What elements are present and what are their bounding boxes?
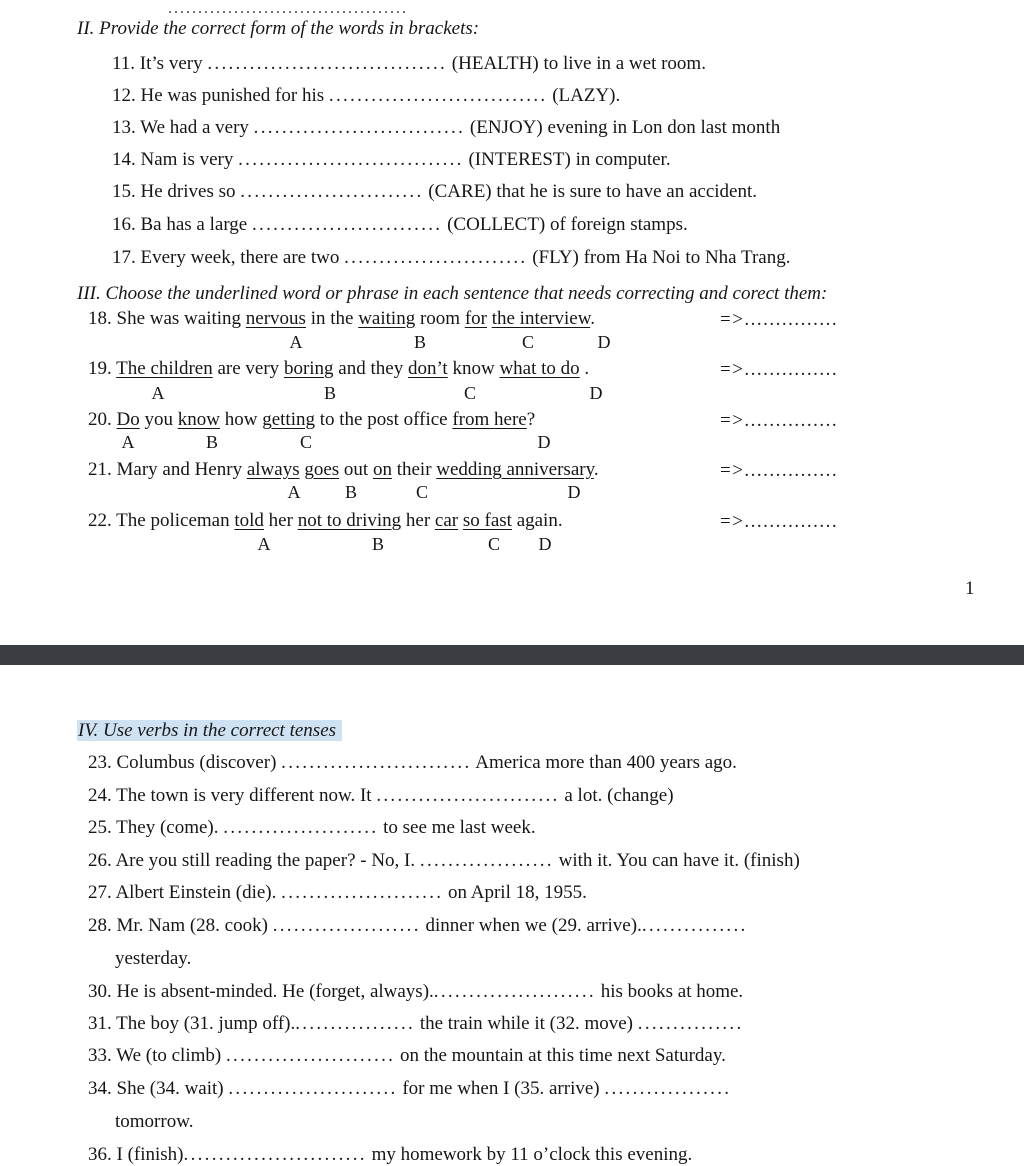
- question-36: 36. I (finish).......................... my homework by 11 o’clock this evening.: [88, 1144, 693, 1165]
- question-25: 25. They (come). ...................... to see me last week.: [88, 817, 536, 838]
- answer-blank: ...................: [419, 850, 554, 871]
- option-a-text: nervous: [245, 308, 306, 329]
- option-b-text: boring: [283, 358, 334, 379]
- page-number: 1: [965, 578, 975, 599]
- answer-blank: .......................: [281, 882, 444, 903]
- answer-blank: ................................: [238, 149, 464, 170]
- question-26: 26. Are you still reading the paper? - No, I. ................... with it. You can have it. (finish): [88, 850, 800, 871]
- label-c: C: [463, 383, 476, 403]
- option-a-text: The children: [116, 358, 213, 379]
- option-c-text: don’t: [407, 358, 448, 379]
- label-b: B: [371, 534, 384, 554]
- question-27: 27. Albert Einstein (die). ....................... on April 18, 1955.: [88, 882, 587, 903]
- answer-blank: ..........................: [240, 181, 424, 202]
- option-b-text: not to driving: [297, 510, 402, 531]
- option-b-text: know: [177, 409, 220, 430]
- question-33: 33. We (to climb) ........................ on the mountain at this time next Saturday.: [88, 1045, 726, 1066]
- section-2-heading: II. Provide the correct form of the words in brackets:: [77, 18, 480, 39]
- option-d-text: from here: [452, 409, 527, 430]
- option-a-text: told: [234, 510, 264, 531]
- option-d-text: so fast: [462, 510, 512, 531]
- option-a-text: always: [246, 459, 300, 480]
- question-24: 24. The town is very different now. It .......................... a lot. (change): [88, 785, 674, 806]
- question-13: 13. We had a very .............................. (ENJOY) evening in Lon don last month: [112, 117, 781, 138]
- label-a: A: [121, 432, 135, 452]
- label-a: A: [151, 383, 165, 403]
- answer-blank: =>...............: [720, 460, 839, 481]
- question-28: 28. Mr. Nam (28. cook) ..................... dinner when we (29. arrive)................: [88, 915, 748, 936]
- answer-blank: ..........................: [344, 247, 528, 268]
- question-31: 31. The boy (31. jump off).................. the train while it (32. move) ...............: [88, 1013, 744, 1034]
- label-c: C: [521, 332, 534, 352]
- answer-blank: ..................................: [207, 53, 448, 74]
- question-34-continued: tomorrow.: [115, 1111, 194, 1132]
- answer-blank: =>...............: [720, 359, 839, 380]
- answer-blank: .................: [295, 1013, 416, 1034]
- answer-blank: ..............................: [253, 117, 466, 138]
- label-d: D: [589, 383, 603, 403]
- answer-blank: ...........................: [252, 214, 443, 235]
- label-c: C: [415, 482, 428, 502]
- answer-blank: ......................: [223, 817, 379, 838]
- question-17: 17. Every week, there are two .......................... (FLY) from Ha Noi to Nha Trang.: [112, 247, 791, 268]
- question-11: 11. It’s very .................................. (HEALTH) to live in a wet room.: [112, 53, 706, 74]
- answer-blank: =>...............: [720, 410, 839, 431]
- label-b: B: [323, 383, 336, 403]
- option-c-text: on: [372, 459, 392, 480]
- option-c-text: for: [464, 308, 487, 329]
- label-d: D: [567, 482, 581, 502]
- answer-blank: ..........................: [376, 785, 560, 806]
- question-18: 18. She was waiting nervous in the waiting room for the interview.: [88, 308, 595, 329]
- question-30: 30. He is absent-minded. He (forget, always)........................ his books at home.: [88, 981, 744, 1002]
- option-d-text: the interview: [491, 308, 591, 329]
- question-15: 15. He drives so .......................... (CARE) that he is sure to have an accident.: [112, 181, 757, 202]
- option-c-text: getting: [262, 409, 315, 430]
- page-separator: [0, 645, 1024, 665]
- question-14: 14. Nam is very ................................ (INTEREST) in computer.: [112, 149, 671, 170]
- answer-blank: ...............................: [328, 85, 548, 106]
- label-c: C: [299, 432, 312, 452]
- label-a: A: [257, 534, 271, 554]
- answer-blank: ...............: [637, 1013, 744, 1034]
- label-d: D: [597, 332, 611, 352]
- label-b: B: [205, 432, 218, 452]
- question-23: 23. Columbus (discover) ........................... America more than 400 years ago.: [88, 752, 737, 773]
- answer-blank: ........................: [228, 1078, 398, 1099]
- label-b: B: [344, 482, 357, 502]
- question-16: 16. Ba has a large ........................... (COLLECT) of foreign stamps.: [112, 214, 688, 235]
- label-d: D: [538, 534, 552, 554]
- option-b-text: goes: [304, 459, 340, 480]
- question-19: 19. The children are very boring and they don’t know what to do .: [88, 358, 590, 379]
- question-28-continued: yesterday.: [115, 948, 192, 969]
- option-d-text: wedding anniversary: [436, 459, 594, 480]
- label-a: A: [287, 482, 301, 502]
- option-c-text: car: [434, 510, 459, 531]
- answer-blank: ..................: [604, 1078, 732, 1099]
- label-d: D: [537, 432, 551, 452]
- answer-blank: =>...............: [720, 309, 839, 330]
- section-4-heading: IV. Use verbs in the correct tenses: [77, 720, 342, 742]
- worksheet-page-2: [0, 665, 1024, 1165]
- option-d-text: what to do: [499, 358, 580, 379]
- answer-blank: ........................: [225, 1045, 396, 1066]
- option-b-text: waiting: [358, 308, 416, 329]
- option-a-text: Do: [116, 409, 140, 430]
- answer-blank: ...........................: [281, 752, 472, 773]
- answer-blank: .......................: [433, 981, 596, 1002]
- label-b: B: [413, 332, 426, 352]
- question-12: 12. He was punished for his ............................... (LAZY).: [112, 85, 621, 106]
- section-3-heading: III. Choose the underlined word or phrase in each sentence that needs correcting and corect them:: [77, 283, 828, 304]
- answer-blank: =>...............: [720, 511, 839, 532]
- answer-blank: .....................: [272, 915, 421, 936]
- top-dotted-line: ........................................: [168, 0, 408, 17]
- question-21: 21. Mary and Henry always goes out on their wedding anniversary.: [88, 459, 599, 480]
- question-34: 34. She (34. wait) ........................ for me when I (35. arrive) ..................: [88, 1078, 732, 1099]
- label-a: A: [289, 332, 303, 352]
- label-c: C: [487, 534, 500, 554]
- question-22: 22. The policeman told her not to driving her car so fast again.: [88, 510, 563, 531]
- answer-blank: ..........................: [183, 1144, 367, 1165]
- answer-blank: ...............: [641, 915, 748, 936]
- question-20: 20. Do you know how getting to the post office from here?: [88, 409, 536, 430]
